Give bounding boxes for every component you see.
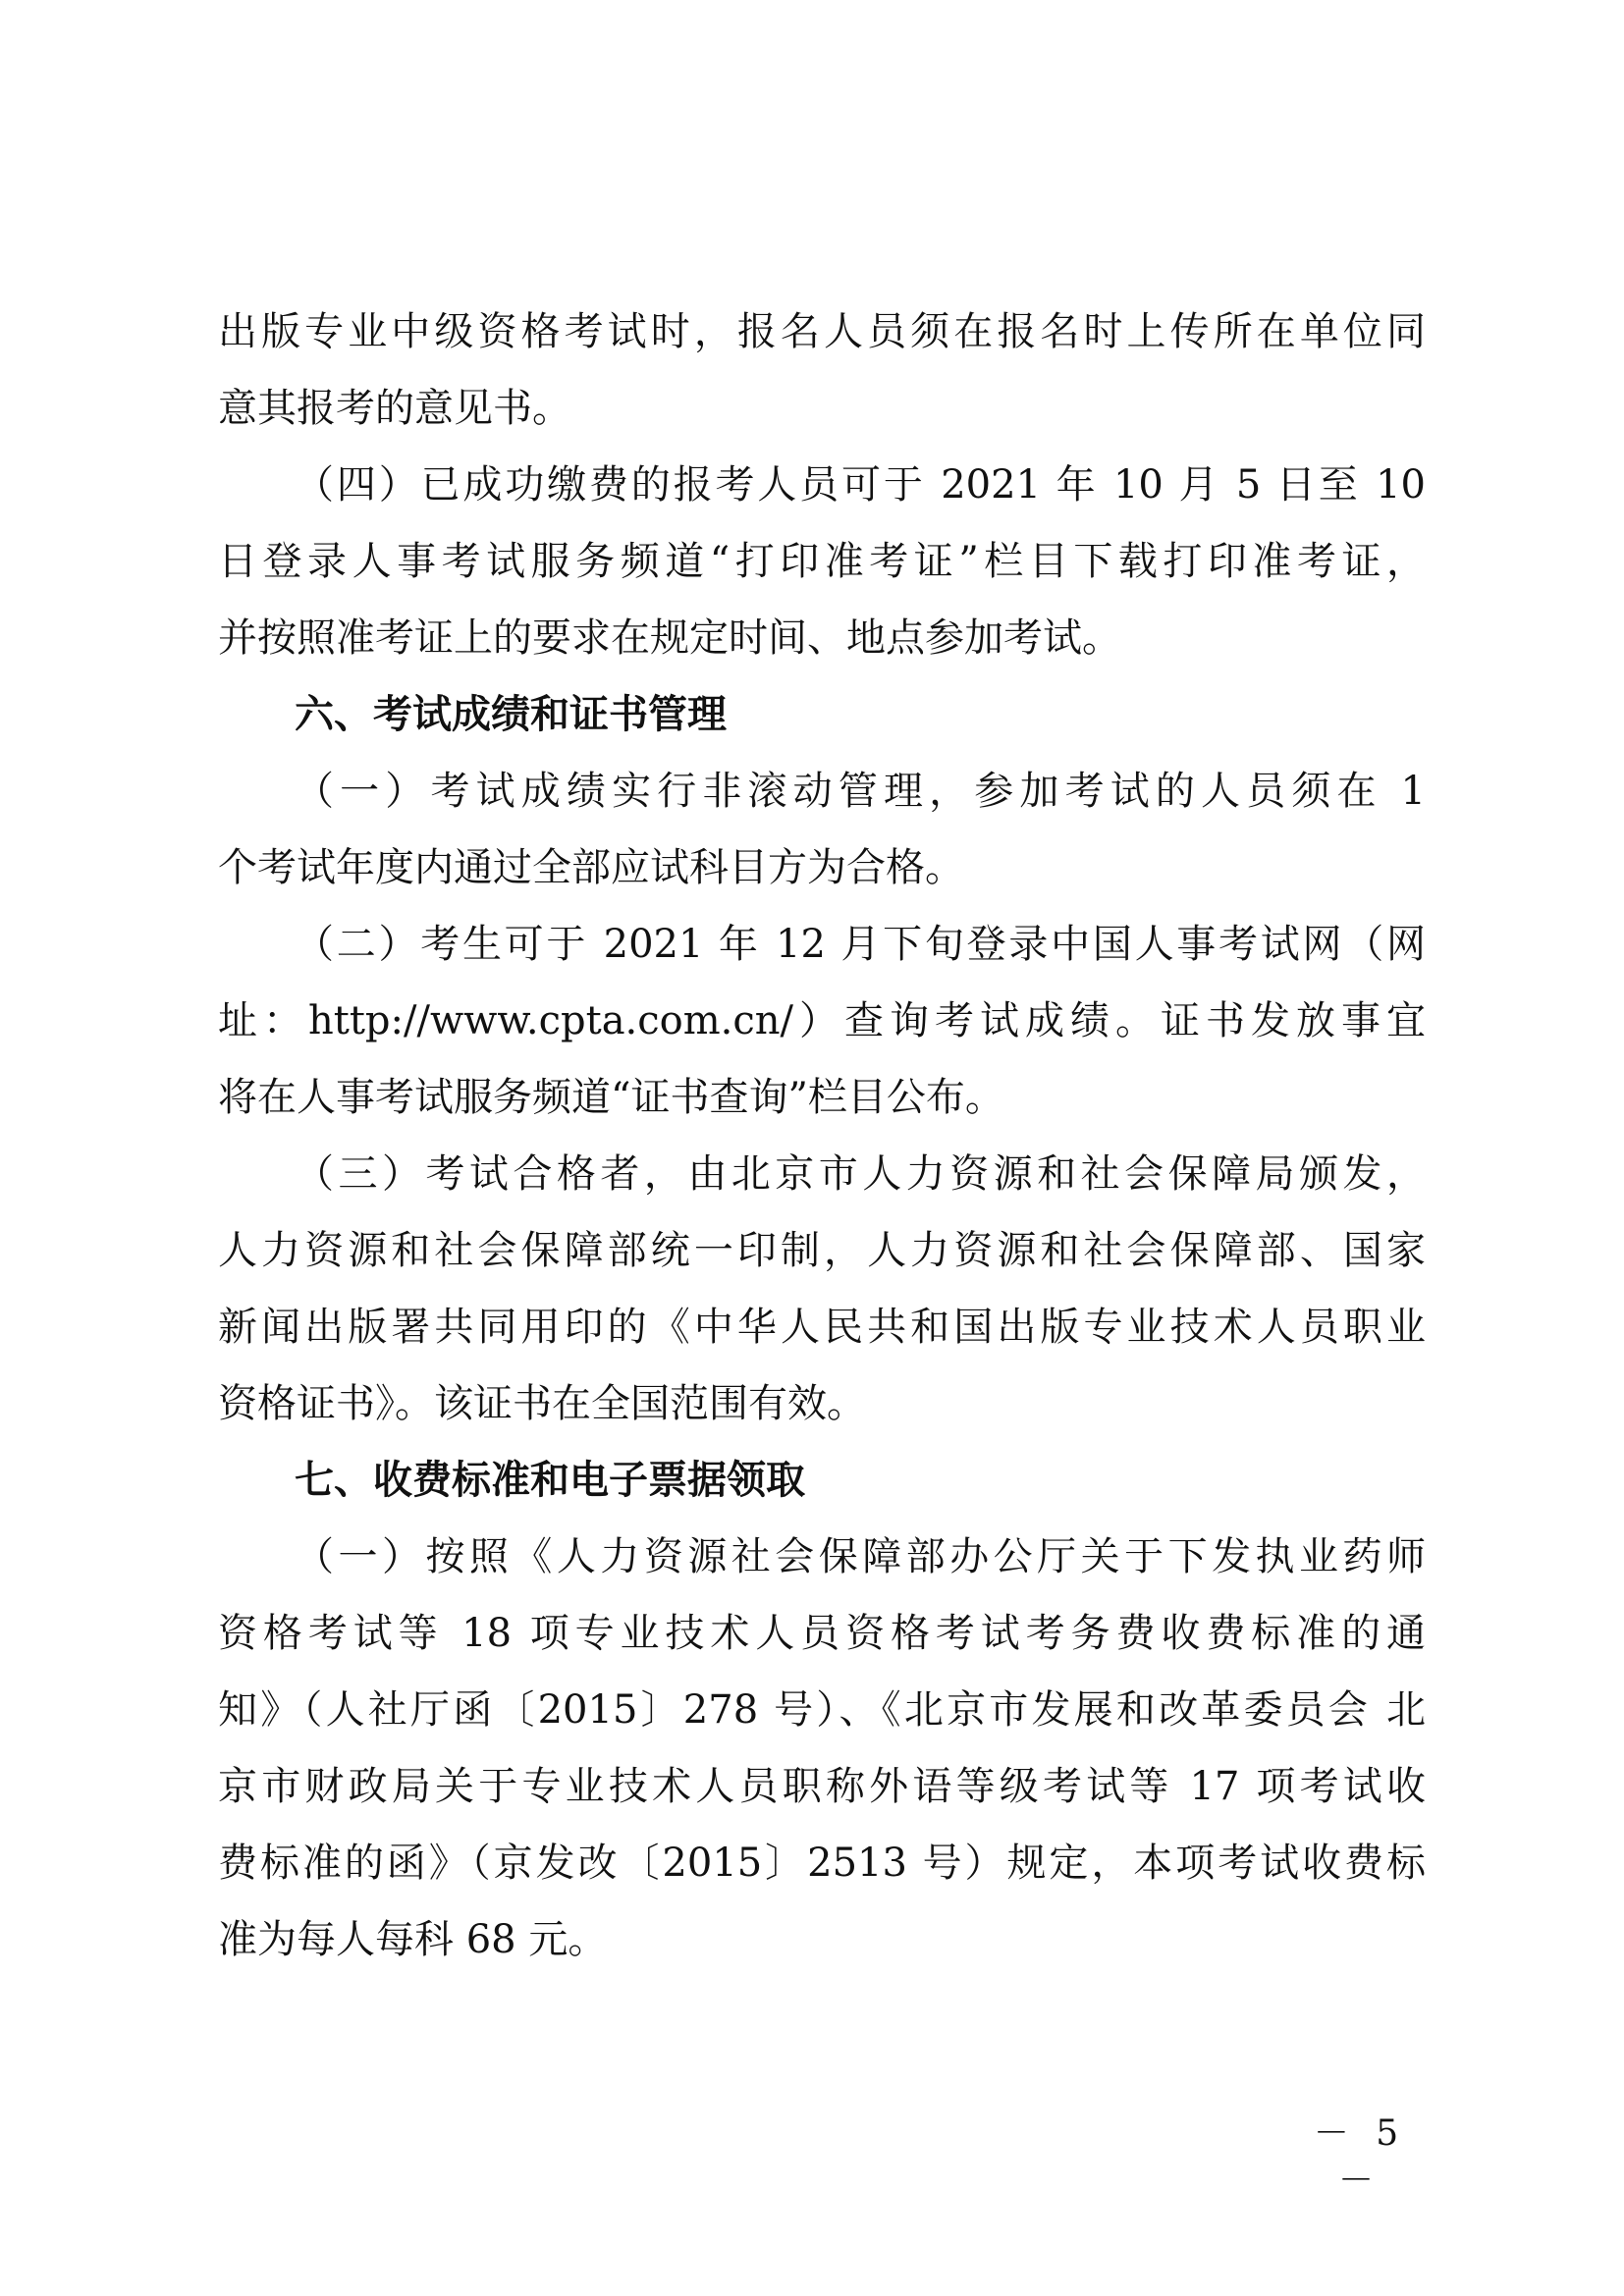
section-heading: 六、考试成绩和证书管理 bbox=[295, 692, 727, 737]
text-line: 资格证书》。该证书在全国范围有效。 bbox=[218, 1381, 866, 1426]
text-line: 京市财政局关于专业技术人员职称外语等级考试等 17 项考试收 bbox=[218, 1764, 1426, 1809]
text-line: （二）考生可于 2021 年 12 月下旬登录中国人事考试网（网 bbox=[295, 922, 1426, 967]
text-line: 新闻出版署共同用印的《中华人民共和国出版专业技术人员职业 bbox=[218, 1305, 1426, 1350]
text-line: 意其报考的意见书。 bbox=[218, 386, 571, 431]
section-heading: 七、收费标准和电子票据领取 bbox=[295, 1458, 805, 1503]
text-line: 人力资源和社会保障部统一印制，人力资源和社会保障部、国家 bbox=[218, 1228, 1426, 1273]
text-line: （三）考试合格者，由北京市人力资源和社会保障局颁发， bbox=[295, 1151, 1426, 1197]
text-line: 知》（人社厅函〔2015〕278 号）、《北京市发展和改革委员会 北 bbox=[218, 1687, 1426, 1733]
text-line: 日登录人事考试服务频道“打印准考证”栏目下载打印准考证， bbox=[218, 539, 1426, 584]
text-line: （一）按照《人力资源社会保障部办公厅关于下发执业药师 bbox=[295, 1534, 1426, 1579]
text-line: 资格考试等 18 项专业技术人员资格考试考务费收费标准的通 bbox=[218, 1611, 1426, 1656]
page-number: － 5 － bbox=[1313, 2113, 1407, 2201]
text-line: 出版专业中级资格考试时，报名人员须在报名时上传所在单位同 bbox=[218, 309, 1426, 354]
text-line: 个考试年度内通过全部应试科目方为合格。 bbox=[218, 845, 964, 890]
text-line: 准为每人每科 68 元。 bbox=[218, 1917, 608, 1962]
text-line: 费标准的函》（京发改〔2015〕2513 号）规定，本项考试收费标 bbox=[218, 1841, 1426, 1886]
text-line: 并按照准考证上的要求在规定时间、地点参加考试。 bbox=[218, 615, 1121, 661]
text-line: （一）考试成绩实行非滚动管理，参加考试的人员须在 1 bbox=[295, 769, 1426, 814]
text-line: 将在人事考试服务频道“证书查询”栏目公布。 bbox=[218, 1075, 1004, 1120]
text-line: 址：http://www.cpta.com.cn/）查询考试成绩。证书发放事宜 bbox=[218, 998, 1426, 1043]
text-line: （四）已成功缴费的报考人员可于 2021 年 10 月 5 日至 10 bbox=[295, 462, 1426, 507]
